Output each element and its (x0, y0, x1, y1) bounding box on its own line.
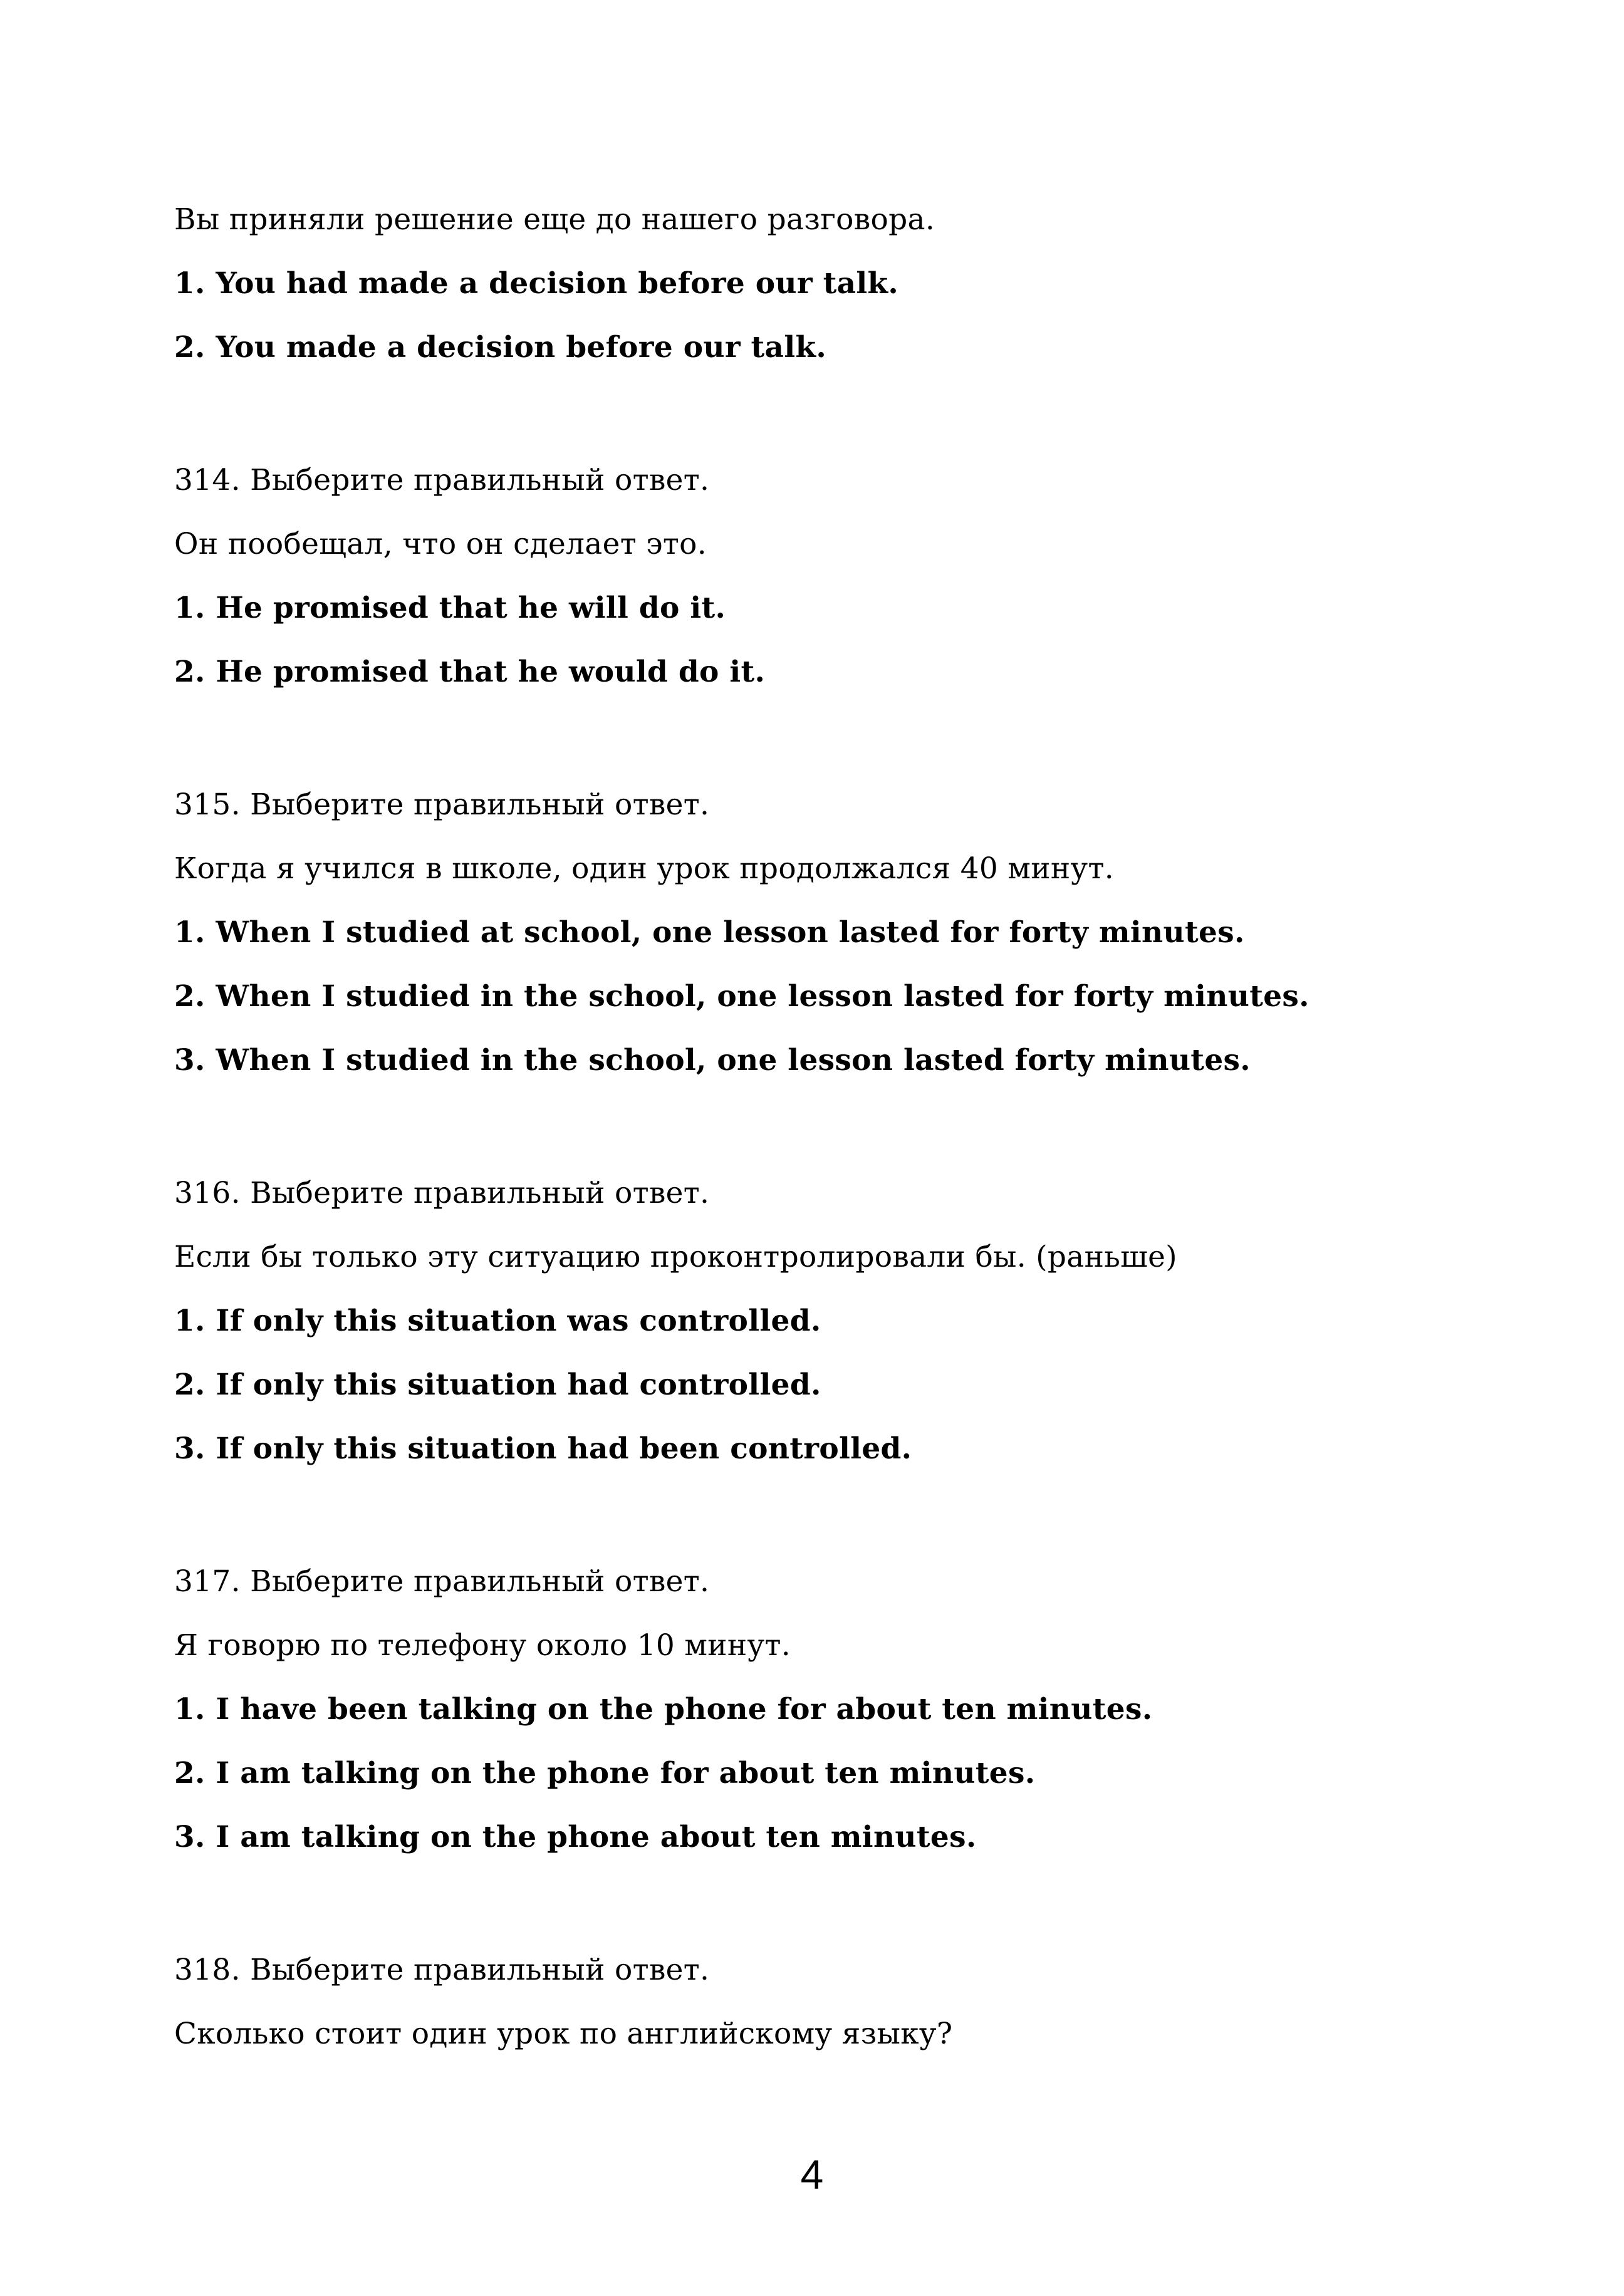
answer-option: 3. I am talking on the phone about ten minutes. (174, 1820, 977, 1854)
answer-option: 3. If only this situation had been controlled. (174, 1431, 912, 1466)
answer-option: 1. You had made a decision before our talk. (174, 266, 899, 301)
answer-option: 2. You made a decision before our talk. (174, 330, 826, 365)
question-prompt-ru: Сколько стоит один урок по английскому языку? (174, 2017, 953, 2051)
question-prompt-ru: Вы приняли решение еще до нашего разговора. (174, 202, 935, 237)
answer-option: 2. If only this situation had controlled. (174, 1368, 821, 1402)
answer-option: 1. If only this situation was controlled. (174, 1304, 821, 1338)
page-content (174, 188, 1467, 2066)
question-block (174, 188, 1467, 380)
question-block (174, 1550, 1467, 1869)
question-prompt-ru: Если бы только эту ситуацию проконтролировали бы. (раньше) (174, 1240, 1177, 1274)
answer-option: 2. He promised that he would do it. (174, 655, 766, 689)
answer-option: 1. When I studied at school, one lesson lasted for forty minutes. (174, 915, 1245, 950)
question-header: 315. Выберите правильный ответ. (174, 787, 710, 822)
question-block (174, 449, 1467, 704)
question-header: 316. Выберите правильный ответ. (174, 1176, 710, 1210)
question-header: 314. Выберите правильный ответ. (174, 463, 710, 497)
answer-option: 1. He promised that he will do it. (174, 591, 726, 625)
question-block (174, 1938, 1467, 2066)
question-block (174, 1161, 1467, 1481)
answer-option: 3. When I studied in the school, one lesson lasted forty minutes. (174, 1043, 1251, 1078)
question-header: 318. Выберите правильный ответ. (174, 1953, 710, 1987)
question-prompt-ru: Он пообещал, что он сделает это. (174, 527, 707, 561)
question-prompt-ru: Я говорю по телефону около 10 минут. (174, 1628, 791, 1663)
page-number: 4 (800, 2151, 824, 2198)
answer-option: 1. I have been talking on the phone for about ten minutes. (174, 1692, 1153, 1727)
answer-option: 2. When I studied in the school, one lesson lasted for forty minutes. (174, 979, 1309, 1014)
question-block (174, 773, 1467, 1093)
question-header: 317. Выберите правильный ответ. (174, 1564, 710, 1599)
question-prompt-ru: Когда я учился в школе, один урок продолжался 40 минут. (174, 851, 1114, 886)
answer-option: 2. I am talking on the phone for about ten minutes. (174, 1756, 1036, 1790)
